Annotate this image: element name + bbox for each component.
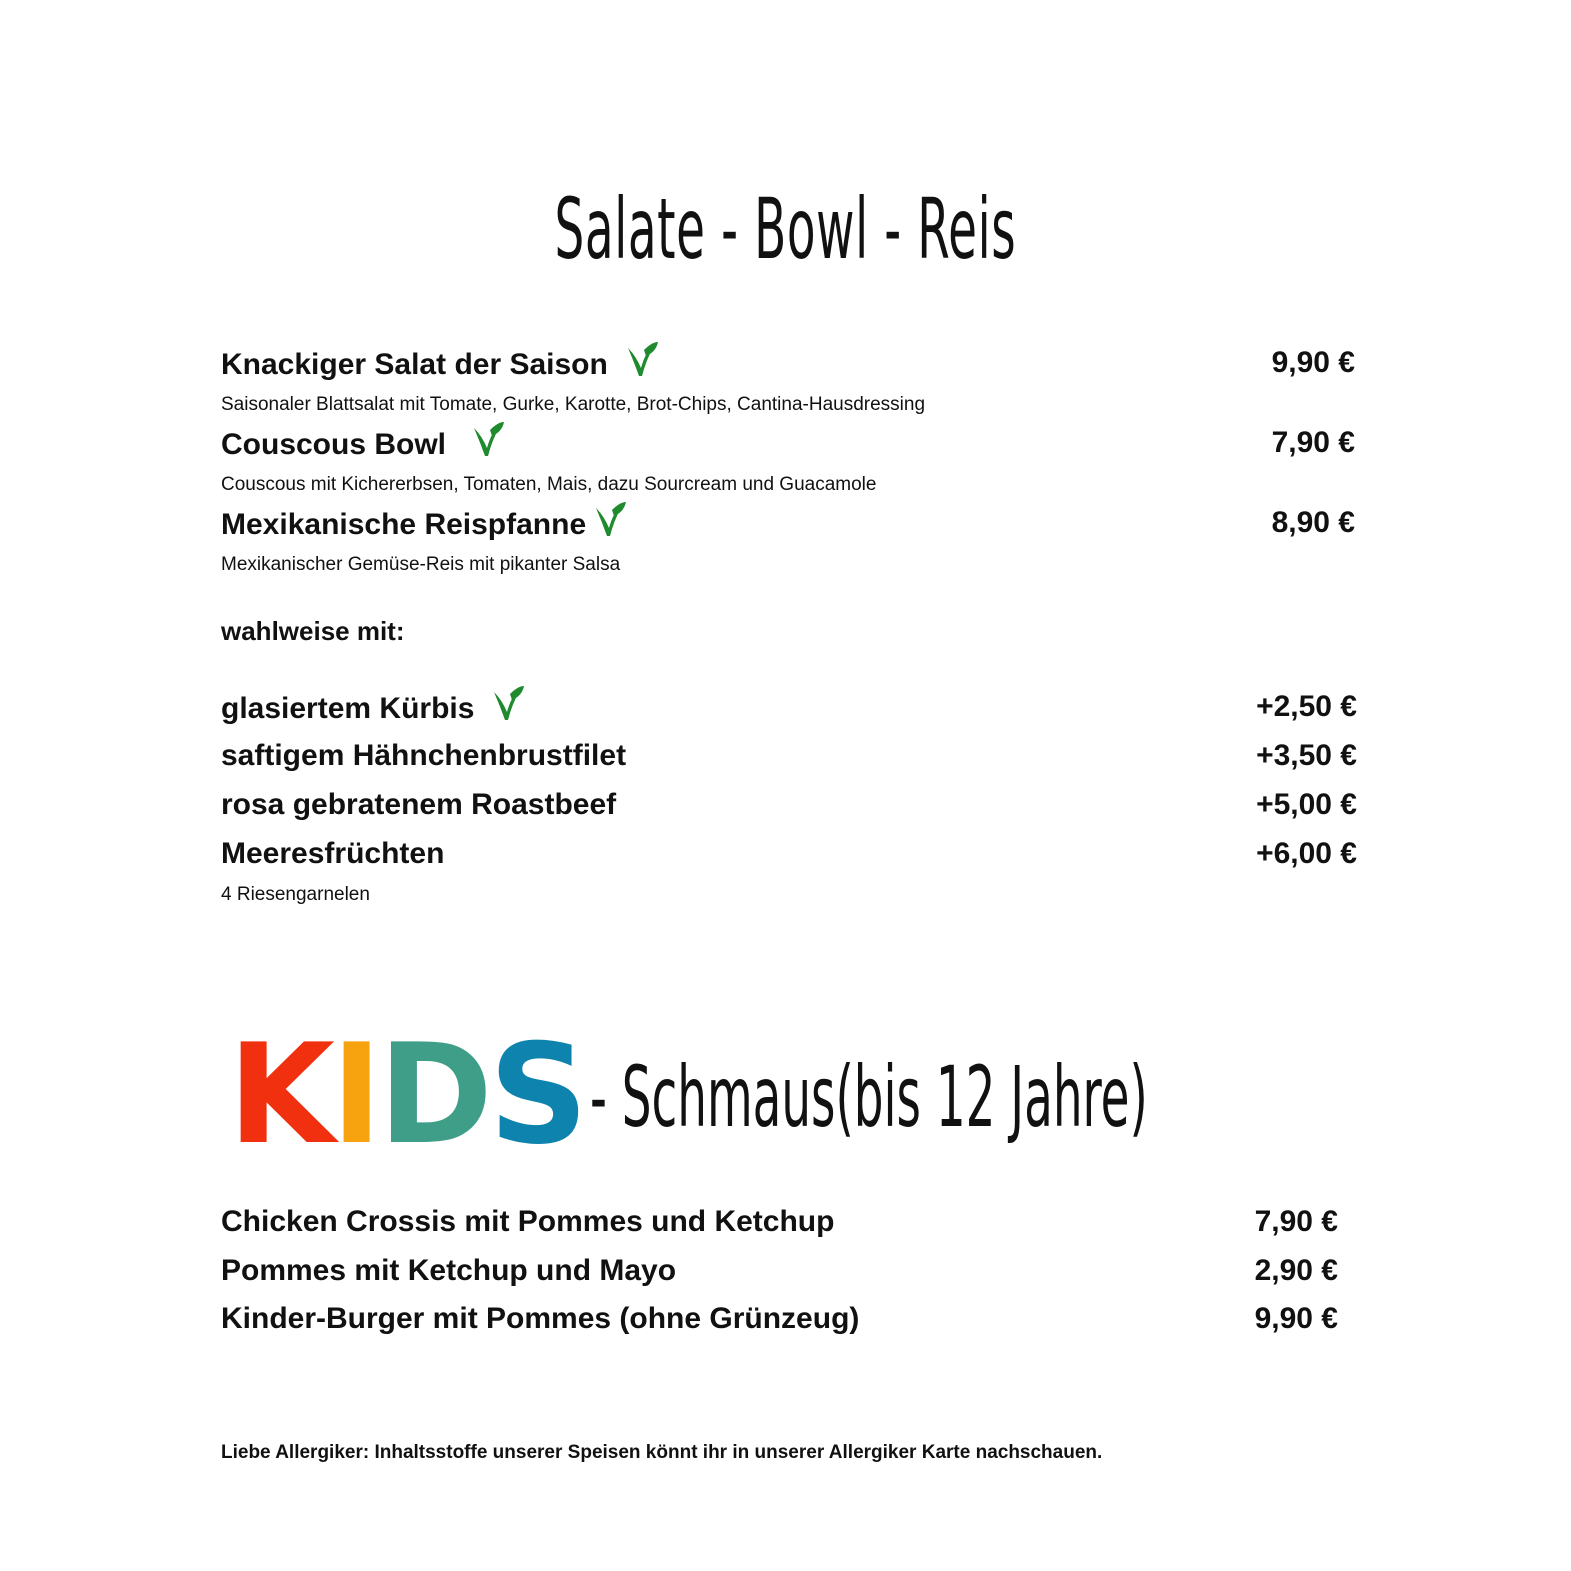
section-title-salads: [0, 180, 1571, 278]
options-heading: wahlweise mit:: [221, 616, 405, 646]
option-name: glasiertem Kürbis: [221, 690, 526, 730]
kids-item-price: 7,90 €: [1254, 1205, 1338, 1238]
section-title-text: Salate - Bowl - Reis: [554, 180, 1017, 278]
kids-item-price: 2,90 €: [1254, 1254, 1338, 1287]
option-price: +6,00 €: [1256, 837, 1357, 870]
kids-item-price: 9,90 €: [1254, 1302, 1338, 1335]
menu-item-name: Mexikanische Reispfanne: [221, 506, 628, 546]
kids-logo-letter-s: S: [488, 1014, 585, 1175]
menu-item-price: 9,90 €: [1271, 346, 1355, 379]
option-price: +3,50 €: [1256, 739, 1357, 772]
vegan-leaf-icon: [470, 420, 506, 460]
option-name: rosa gebratenem Roastbeef: [221, 788, 617, 821]
option-name: saftigem Hähnchenbrustfilet: [221, 739, 627, 772]
menu-item-description: Couscous mit Kichererbsen, Tomaten, Mais, dazu Sourcream und Guacamole: [221, 474, 877, 495]
kids-logo: [228, 1014, 585, 1175]
option-price: +5,00 €: [1256, 788, 1357, 821]
allergy-note: Liebe Allergiker: Inhaltsstoffe unserer Speisen könnt ihr in unserer Allergiker Karte nachschauen.: [221, 1442, 1103, 1463]
menu-item-price: 7,90 €: [1271, 426, 1355, 459]
vegan-leaf-icon: [592, 500, 628, 540]
option-name: Meeresfrüchten: [221, 837, 445, 870]
kids-section-title: [590, 1048, 1490, 1146]
kids-item-name: Pommes mit Ketchup und Mayo: [221, 1254, 677, 1287]
menu-item-name: Knackiger Salat der Saison: [221, 346, 660, 386]
kids-logo-letter-d: D: [378, 1014, 489, 1175]
menu-item-description: Mexikanischer Gemüse-Reis mit pikanter Salsa: [221, 554, 621, 575]
vegan-leaf-icon: [624, 340, 660, 380]
vegan-leaf-icon: [490, 684, 526, 724]
kids-logo-letter-k: K: [228, 1014, 331, 1175]
menu-item-description: Saisonaler Blattsalat mit Tomate, Gurke, Karotte, Brot-Chips, Cantina-Hausdressing: [221, 394, 926, 415]
option-description: 4 Riesengarnelen: [221, 884, 370, 905]
kids-logo-letter-i: I: [330, 1014, 379, 1175]
kids-section-title-text: - Schmaus(bis 12 Jahre): [590, 1048, 1148, 1146]
kids-item-name: Chicken Crossis mit Pommes und Ketchup: [221, 1205, 835, 1238]
menu-item-name: Couscous Bowl: [221, 426, 506, 466]
menu-item-price: 8,90 €: [1271, 506, 1355, 539]
kids-item-name: Kinder-Burger mit Pommes (ohne Grünzeug): [221, 1302, 860, 1335]
option-price: +2,50 €: [1256, 690, 1357, 723]
